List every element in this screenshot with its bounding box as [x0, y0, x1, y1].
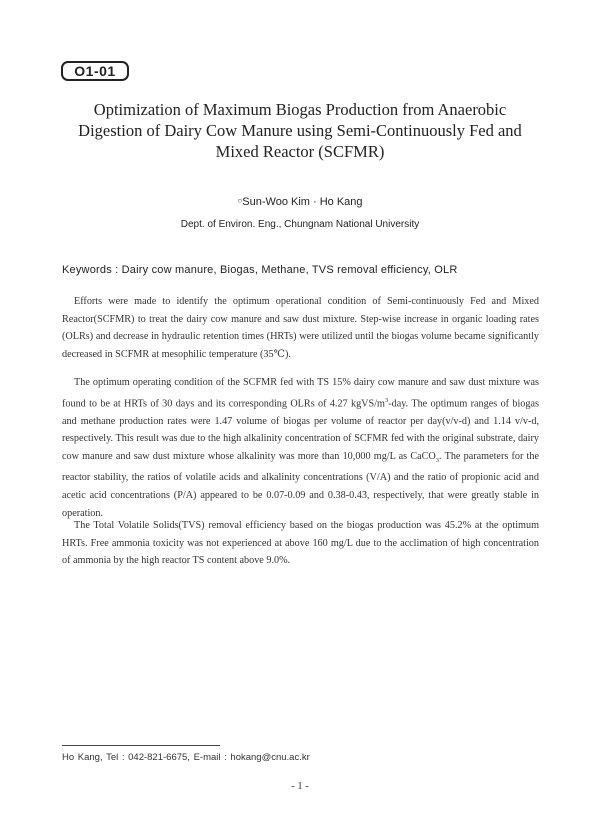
paper-code-badge: O1-01 [61, 61, 129, 81]
abstract-paragraph-2 [62, 374, 539, 522]
abstract-paragraph-1: Efforts were made to identify the optimum operational condition of Semi-continuously Fed and Mixed Reactor(SCFMR) to treat the dairy cow manure and saw dust mixture. Step-wise increase in organic loading rates (OLRs) and decrease in hydraulic retention times (HRTs) were utilized until the biogas volume became significantly decreased in SCFMR at mesophilic temperature (35℃). [62, 296, 539, 360]
abstract-paragraph-3: The Total Volatile Solids(TVS) removal efficiency based on the biogas production was 45.2% at the optimum HRTs. Free ammonia toxicity was not experienced at above 160 mg/L due to the acclimation of high concentration of ammonia by the high reactor TS content above 9.0%. [62, 520, 539, 567]
presenter-marker: ○ [237, 196, 243, 205]
corresponding-author-footnote: Ho Kang, Tel : 042-821-6675, E-mail : hokang@cnu.ac.kr [62, 752, 310, 763]
author-names: Sun-Woo Kim · Ho Kang [242, 196, 363, 208]
paper-title: Optimization of Maximum Biogas Production from Anaerobic Digestion of Dairy Cow Manure using Semi-Continuously Fed and Mixed Reactor (SCFMR) [78, 100, 522, 161]
superscript-3: 3 [384, 396, 389, 404]
subscript-3: 3 [435, 456, 440, 464]
abstract-p2-part-a: The optimum operating condition of the SCFMR fed with TS 15% dairy cow manure and saw dust mixture was found to be at HRTs of 30 days and its corresponding OLRs of 4.27 kgVS/m [62, 377, 539, 409]
affiliation: Dept. of Environ. Eng., Chungnam National University [180, 219, 420, 230]
page-number: - 1 - [291, 781, 309, 792]
footnote-divider [62, 745, 220, 746]
abstract-p2-part-c: . The parameters for the reactor stability, the ratios of volatile acids and alkalinity concentrations (V/A) and the ratio of propionic acid and acetic acid concentrations (P/A) appeared to be 0.07-0.09 and 0.38-0.43, respectively, that were greatly stable in operation. [62, 450, 539, 519]
abstract-p2-part-b: -day. The optimum ranges of biogas and methane production rates were 1.47 volume of biogas per volume of reactor per day(v/v-d) and 1.14 v/v-d, respectively. This result was due to the high alkalinity concentration of SCFMR fed with the original substrate, dairy cow manure and saw dust mixture whose alkalinity was more than 10,000 mg/L as CaCO [62, 397, 539, 462]
keywords: Keywords : Dairy cow manure, Biogas, Methane, TVS removal efficiency, OLR [62, 264, 458, 276]
author-line [0, 194, 600, 209]
